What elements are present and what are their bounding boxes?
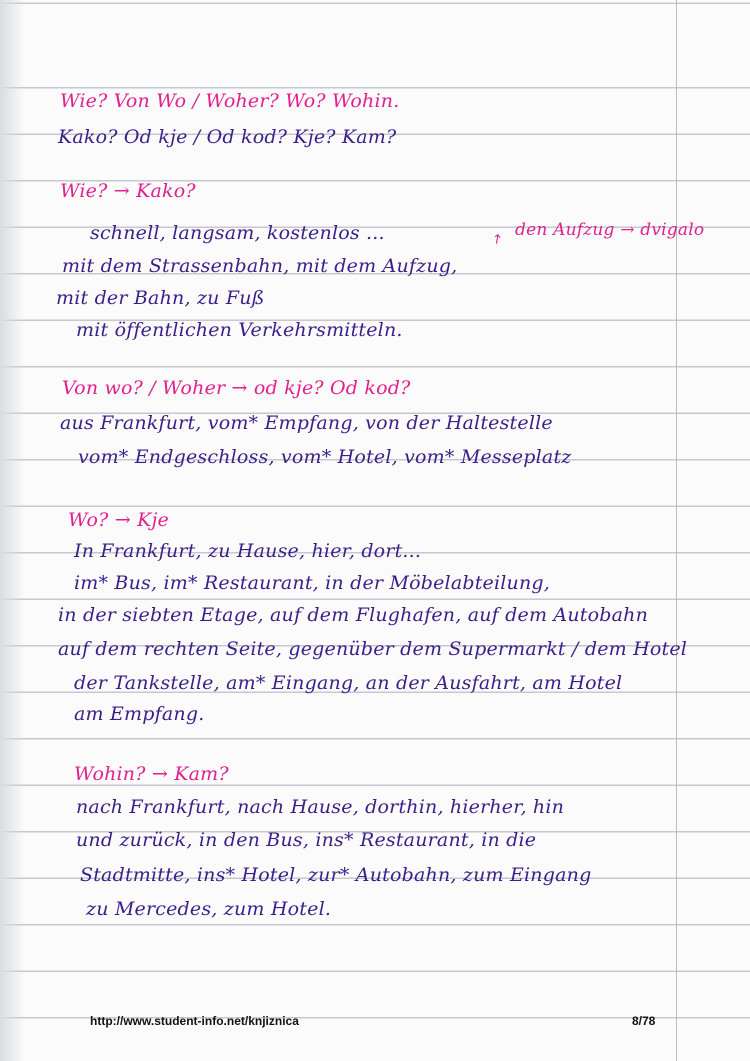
section4-line5: der Tankstelle, am* Eingang, an der Ausfahrt, am Hotel — [74, 672, 623, 694]
footer-page-number: 8/78 — [632, 1014, 656, 1028]
section4-line6: am Empfang. — [74, 703, 205, 725]
section5-line1: nach Frankfurt, nach Hause, dorthin, hierher, hin — [76, 796, 565, 818]
section5-line2: und zurück, in den Bus, ins* Restaurant, in die — [76, 829, 537, 851]
section5-line4: zu Mercedes, zum Hotel. — [86, 898, 332, 920]
section2-heading: Wie? → Kako? — [60, 180, 196, 202]
margin-rule — [676, 0, 677, 1061]
section3-line1: aus Frankfurt, vom* Empfang, von der Haltestelle — [60, 412, 553, 434]
section4-line4: auf dem rechten Seite, gegenüber dem Supermarkt / dem Hotel — [58, 638, 688, 660]
arrow-up-right-icon: ↗ — [488, 230, 507, 249]
page-spine-shadow — [0, 0, 24, 1061]
section4-heading: Wo? → Kje — [68, 509, 169, 531]
section2-line2: mit dem Strassenbahn, mit dem Aufzug, — [62, 255, 458, 277]
section2-line4: mit öffentlichen Verkehrsmitteln. — [76, 319, 403, 341]
section2-line3: mit der Bahn, zu Fuß — [56, 287, 265, 309]
section4-line1: In Frankfurt, zu Hause, hier, dort... — [74, 540, 422, 562]
section2-side-note: den Aufzug → dvigalo — [515, 220, 705, 240]
section3-line2: vom* Endgeschloss, vom* Hotel, vom* Messeplatz — [78, 446, 572, 468]
section3-heading: Von wo? / Woher → od kje? Od kod? — [62, 377, 411, 399]
section5-line3: Stadtmitte, ins* Hotel, zur* Autobahn, zum Eingang — [80, 864, 592, 886]
section5-heading: Wohin? → Kam? — [74, 763, 229, 785]
section4-line3: in der siebten Etage, auf dem Flughafen, auf dem Autobahn — [58, 604, 648, 626]
section2-line1: schnell, langsam, kostenlos ... — [90, 222, 385, 244]
footer-url: http://www.student-info.net/knjiznica — [90, 1014, 299, 1028]
section4-line2: im* Bus, im* Restaurant, in der Möbelabteilung, — [74, 572, 551, 594]
section1-line2: Kako? Od kje / Od kod? Kje? Kam? — [58, 126, 397, 148]
section1-line1: Wie? Von Wo / Woher? Wo? Wohin. — [60, 90, 400, 112]
